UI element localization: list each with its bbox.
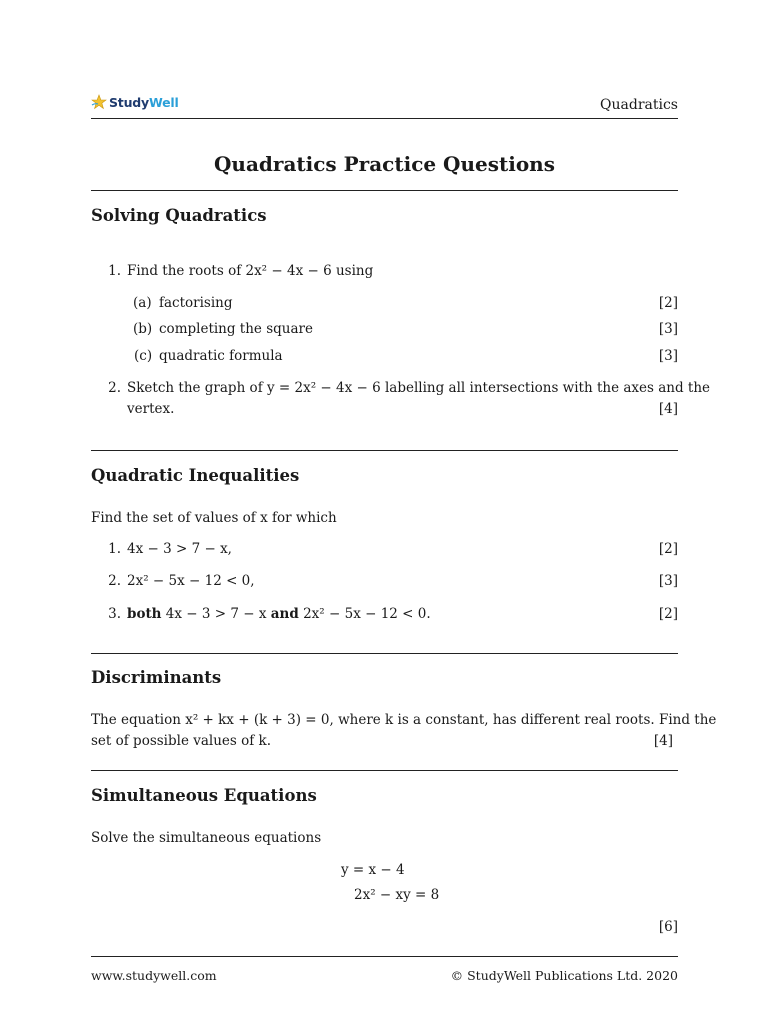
footer-rule — [91, 956, 678, 957]
header-topic: Quadratics — [600, 97, 678, 113]
question-text-cont: vertex. — [127, 401, 175, 417]
header-rule — [91, 118, 678, 119]
title-rule — [91, 190, 678, 191]
inequality-1: 4x − 3 > 7 − x — [165, 606, 267, 622]
question-number: 2. — [108, 573, 121, 589]
equation-2: 2x² − xy = 8 — [354, 887, 440, 903]
logo-well-text: Well — [148, 94, 179, 110]
part-label: (b) — [133, 321, 153, 337]
marks: [2] — [658, 606, 678, 622]
part-label: (c) — [134, 348, 153, 364]
section-heading-discriminants: Discriminants — [91, 668, 222, 687]
marks: [3] — [658, 348, 678, 364]
footer-website: www.studywell.com — [91, 968, 217, 983]
worksheet-page — [91, 0, 717, 1024]
marks: [2] — [658, 541, 678, 557]
marks: [2] — [658, 295, 678, 311]
question-text-cont: set of possible values of k. — [91, 733, 272, 749]
question-text: Sketch the graph of y = 2x² − 4x − 6 labelling all intersections with the axes and the — [127, 380, 711, 396]
page-title: Quadratics Practice Questions — [214, 152, 555, 176]
section-rule — [91, 770, 678, 771]
section-intro: Find the set of values of x for which — [91, 510, 337, 526]
inequality-2: 2x² − 5x − 12 < 0. — [303, 606, 431, 622]
part-text: quadratic formula — [159, 348, 283, 364]
question-text: 2x² − 5x − 12 < 0, — [127, 573, 255, 589]
marks: [3] — [658, 321, 678, 337]
question-number: 1. — [108, 541, 121, 557]
question-text — [127, 606, 431, 622]
section-rule — [91, 653, 678, 654]
bold-both: both — [127, 606, 162, 622]
question-number: 2. — [108, 380, 121, 396]
logo-study-text: Study — [109, 94, 149, 110]
studywell-logo — [91, 92, 179, 112]
part-label: (a) — [133, 295, 152, 311]
bold-and: and — [270, 606, 299, 622]
question-number: 3. — [108, 606, 121, 622]
marks: [4] — [653, 733, 673, 749]
section-heading-simultaneous: Simultaneous Equations — [91, 786, 317, 805]
section-heading-solving: Solving Quadratics — [91, 206, 267, 225]
part-text: factorising — [159, 295, 233, 311]
question-number: 1. — [108, 263, 121, 279]
equation-1: y = x − 4 — [341, 862, 405, 878]
star-icon — [91, 94, 107, 110]
part-text: completing the square — [159, 321, 313, 337]
section-intro: Solve the simultaneous equations — [91, 830, 322, 846]
question-text: 4x − 3 > 7 − x, — [127, 541, 232, 557]
marks: [3] — [658, 573, 678, 589]
section-rule — [91, 450, 678, 451]
marks: [4] — [658, 401, 678, 417]
marks: [6] — [658, 919, 678, 935]
footer-copyright: © StudyWell Publications Ltd. 2020 — [450, 968, 678, 983]
section-heading-inequalities: Quadratic Inequalities — [91, 466, 300, 485]
question-text: Find the roots of 2x² − 4x − 6 using — [127, 263, 374, 279]
question-text: The equation x² + kx + (k + 3) = 0, where k is a constant, has different real roots. Find the — [91, 712, 717, 728]
